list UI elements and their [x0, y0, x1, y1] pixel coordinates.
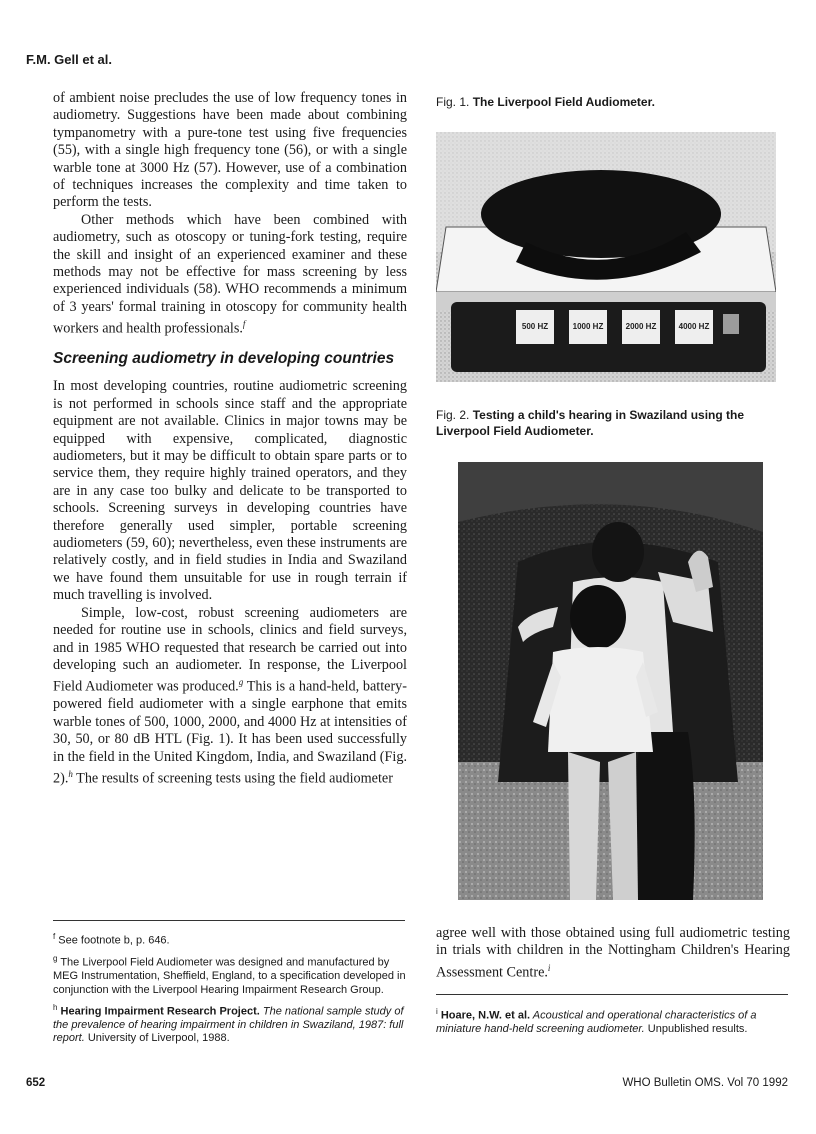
footnote-g: [53, 952, 407, 997]
audiometer-button-2000: 2000 HZ: [625, 322, 657, 331]
figure-1-caption: [436, 94, 790, 110]
right-column-continuation: [436, 925, 790, 982]
left-column: [53, 90, 407, 788]
footnote-i-italic: Acoustical and operational characteristics of a miniature hand-held screening audiometer.: [436, 1009, 757, 1036]
figure-2-hearing-test-photo: [458, 462, 763, 900]
footnote-h-rest: University of Liverpool, 1988.: [84, 1032, 230, 1045]
paragraph-4: [53, 605, 407, 789]
continuation-paragraph: [436, 925, 790, 982]
footnote-i-rest: Unpublished results.: [644, 1023, 748, 1036]
footnote-h-mark: h: [53, 1002, 58, 1012]
continuation-text: agree well with those obtained using full audiometric testing in trials with children in the Nottingham Children's Hearing Assessment Centre.: [436, 925, 790, 981]
footnote-divider-right: [436, 994, 788, 995]
paragraph-4-text-a: Simple, low-cost, robust screening audiometers are needed for routine use in schools, clinics and field surveys, and in 1985 WHO requested that research be carried out into developing such an audiometer. In response, the Liverpool Field Audiometer was produced.: [53, 604, 407, 696]
paragraph-2-text: Other methods which have been combined with audiometry, such as otoscopy or tuning-fork testing, require the skill and insight of an experienced examiner and these methods may not be effective for mass screening by less experienced individuals (58). WHO recommends a minimum of 3 years' formal training in otoscopy for community health workers and health professionals.: [53, 211, 407, 338]
footnote-ref-f[interactable]: f: [242, 319, 246, 330]
footnote-i: [436, 1005, 790, 1036]
paragraph-3: In most developing countries, routine audiometric screening is not performed in schools since staff and the appropriate equipment are not available. Clinics in major towns may be equipped with expensive, complicated, diagnostic audiometers, but it may be difficult to obtain spare parts or to service them, they require highly trained operators, and they are in any case too bulky and delicate to be transported to schools. Screening surveys in developing countries have therefore generally used simpler, portable screening audiometers (59, 60); nevertheless, even these instruments are relatively costly, and in field studies in India and Swaziland we have found them unsuitable for use in rough terrain if much travelling is involved.: [53, 378, 407, 604]
audiometer-button-500: 500 HZ: [521, 322, 549, 331]
paragraph-4-text-c: The results of screening tests using the field audiometer: [72, 770, 393, 787]
figure-1-title: The Liverpool Field Audiometer.: [472, 95, 655, 109]
page-number: 652: [26, 1077, 46, 1089]
footnote-h: [53, 1001, 407, 1046]
figure-1-label: Fig. 1.: [436, 95, 470, 109]
figure-2-caption: [436, 407, 790, 439]
footnotes-right: [436, 1005, 790, 1040]
footnote-g-mark: g: [53, 954, 58, 964]
audiometer-button-1000: 1000 HZ: [572, 322, 604, 331]
footnote-f: [53, 930, 407, 948]
footnote-i-bold: Hoare, N.W. et al.: [440, 1009, 531, 1022]
audiometer-button-4000: 4000 HZ: [678, 322, 710, 331]
footnote-f-text: See footnote b, p. 646.: [58, 934, 170, 947]
paragraph-2: [53, 212, 407, 339]
journal-citation: WHO Bulletin OMS. Vol 70 1992: [622, 1077, 788, 1089]
footnotes-left: [53, 930, 407, 1050]
footnote-g-text: The Liverpool Field Audiometer was designed and manufactured by MEG Instrumentation, Sheffield, England, to a specification developed in conjunction with the Liverpool Hearing Impairment Research Group.: [53, 956, 406, 996]
footnote-ref-h[interactable]: h: [68, 769, 73, 780]
footnote-i-mark: i: [436, 1007, 438, 1016]
footnote-h-italic: The national sample study of the prevalence of hearing impairment in children in Swaziland, 1987: full report.: [53, 1005, 404, 1045]
running-header-authors: F.M. Gell et al.: [26, 52, 112, 67]
footnote-f-mark: f: [53, 932, 56, 941]
footnote-ref-g[interactable]: g: [238, 677, 244, 688]
footnote-divider-left: [53, 920, 405, 921]
figure-1-audiometer-photo: [436, 132, 776, 382]
footnote-ref-i[interactable]: i: [547, 962, 551, 973]
footnote-h-bold: Hearing Impairment Research Project.: [60, 1005, 260, 1018]
figure-2-label: Fig. 2.: [436, 408, 470, 422]
paragraph-4-text-b: This is a hand-held, battery-powered field audiometer with a single earphone that emits warble tones of 500, 1000, 2000, and 4000 Hz at intensities of 30, 50, or 80 dB HTL (Fig. 1). It has been used successfully in the field in the United Kingdom, India, and Swaziland (Fig. 2).: [53, 679, 407, 787]
section-heading: Screening audiometry in developing countries: [53, 350, 395, 368]
paragraph-1: of ambient noise precludes the use of low frequency tones in audiometry. Suggestions have been made about combining tympanometry with a pure-tone test using five frequencies (55), with a single high frequency tone (56), or with a single warble tone at 3000 Hz (57). However, use of a combination of techniques increases the complexity and time taken to perform the tests.: [53, 90, 407, 211]
figure-2-title: Testing a child's hearing in Swaziland using the Liverpool Field Audiometer.: [436, 408, 745, 438]
